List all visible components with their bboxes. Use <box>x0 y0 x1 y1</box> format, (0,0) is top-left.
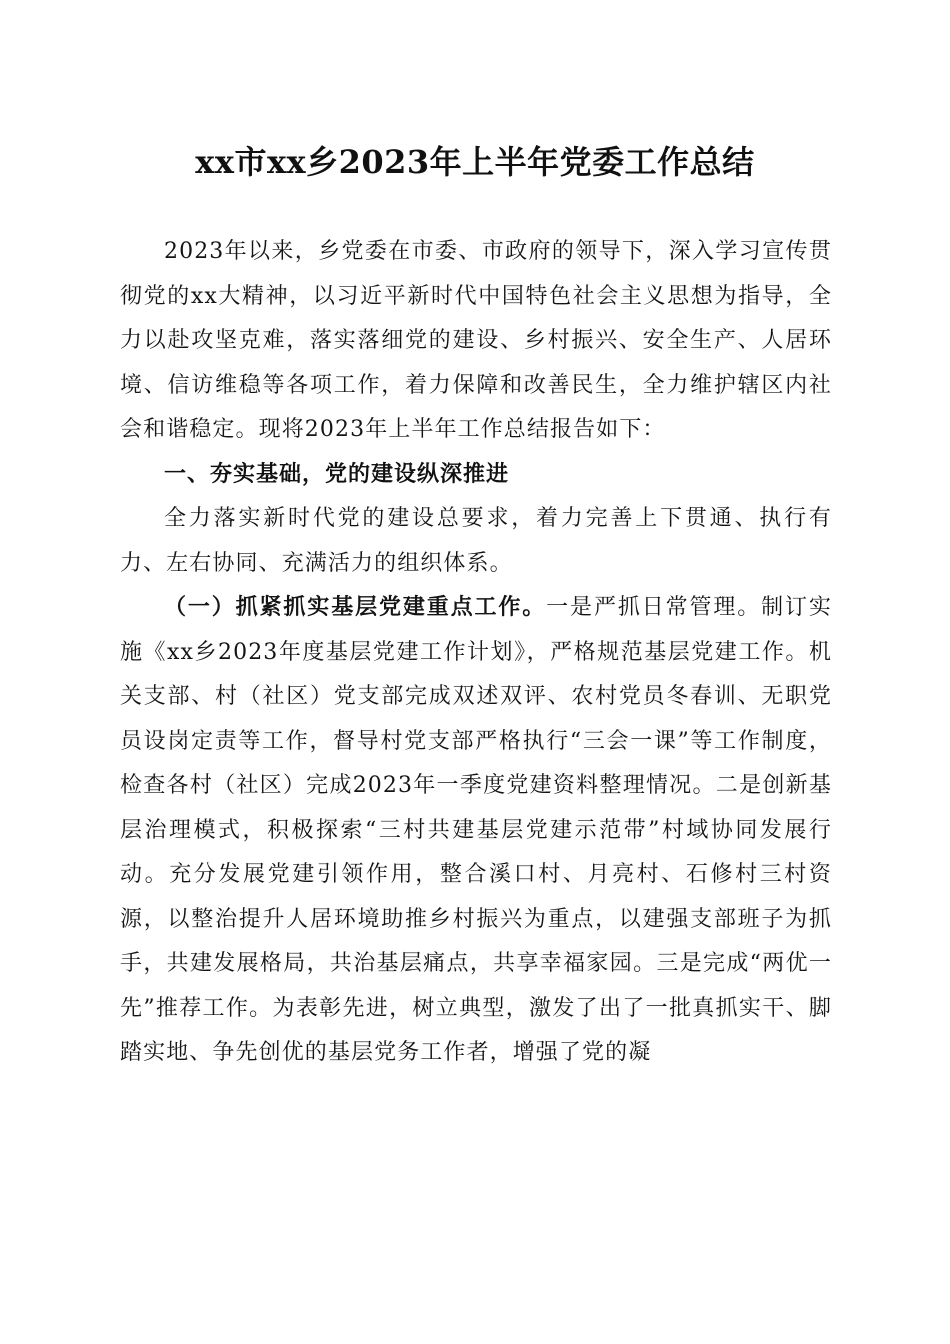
subsection-1-lead: （一）抓紧抓实基层党建重点工作。 <box>164 595 547 620</box>
intro-paragraph: 2023年以来，乡党委在市委、市政府的领导下，深入学习宣传贯彻党的xx大精神，以习近平新时代中国特色社会主义思想为指导，全力以赴攻坚克难，落实落细党的建设、乡村振兴、安全生产、人居环境、信访维稳等各项工作，着力保障和改善民生，全力维护辖区内社会和谐稳定。现将2023年上半年工作总结报告如下： <box>120 239 832 442</box>
subsection-1-paragraph <box>120 586 832 1076</box>
subsection-1-text: 一是严抓日常管理。制订实施《xx乡2023年度基层党建工作计划》，严格规范基层党建工作。机关支部、村（社区）党支部完成双述双评、农村党员冬春训、无职党员设岗定责等工作，督导村党支部严格执行“三会一课”等工作制度，检查各村（社区）完成2023年一季度党建资料整理情况。二是创新基层治理模式，积极探索“三村共建基层党建示范带”村域协同发展行动。充分发展党建引领作用，整合溪口村、月亮村、石修村三村资源，以整治提升人居环境助推乡村振兴为重点，以建强支部班子为抓手，共建发展格局，共治基层痛点，共享幸福家园。三是完成“两优一先”推荐工作。为表彰先进，树立典型，激发了出了一批真抓实干、脚踏实地、争先创优的基层党务工作者，增强了党的凝 <box>120 595 833 1065</box>
section-1-heading: 一、夯实基础，党的建设纵深推进 <box>164 461 510 487</box>
document-body <box>120 230 832 1076</box>
section-1-paragraph: 全力落实新时代党的建设总要求，着力完善上下贯通、执行有力、左右协同、充满活力的组织体系。 <box>120 506 832 576</box>
document-title: xx市xx乡2023年上半年党委工作总结 <box>195 143 755 181</box>
